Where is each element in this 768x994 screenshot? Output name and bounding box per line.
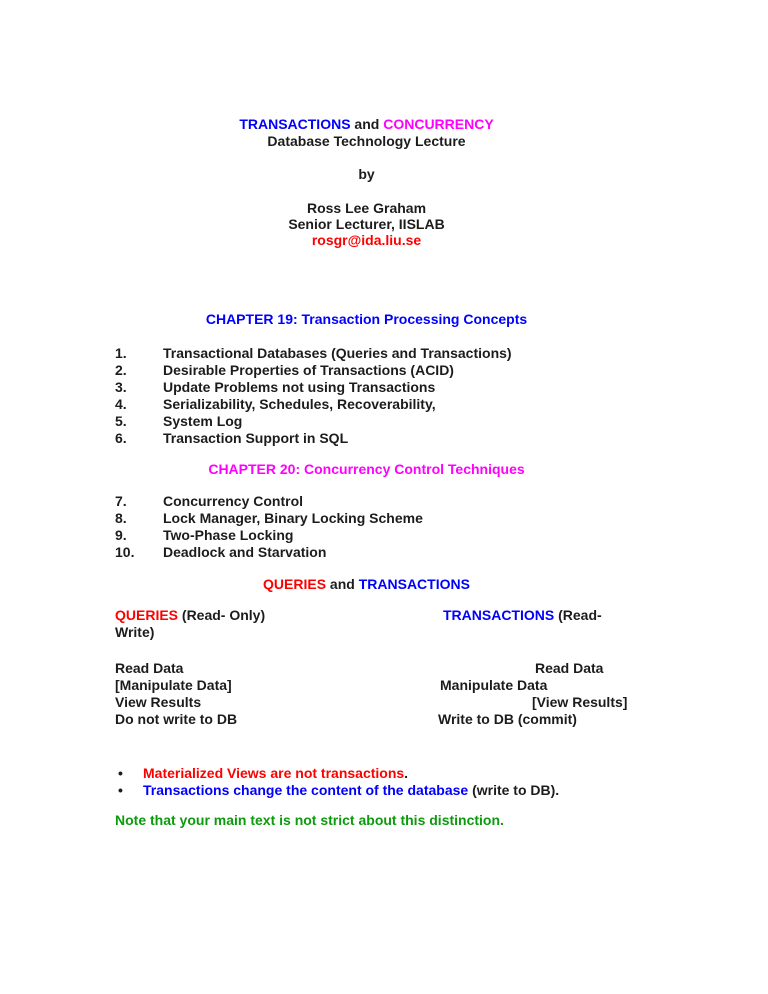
transactions-step-write: Write to DB (commit) [438,711,577,727]
list-number: 1. [115,345,127,361]
transactions-step-manipulate: Manipulate Data [440,677,548,693]
comparison-heading-and: and [326,576,359,592]
list-item [115,493,303,510]
list-text: Concurrency Control [163,493,304,509]
title-concurrency: CONCURRENCY [383,116,494,132]
bullet-text-rest: . [404,765,409,781]
list-text: Update Problems not using Transactions [163,379,436,395]
list-item [115,362,454,379]
queries-step-view: View Results [115,694,202,710]
list-text: System Log [163,413,243,429]
list-number: 7. [115,493,127,509]
list-text: Desirable Properties of Transactions (ACID) [163,362,454,378]
queries-step-read: Read Data [115,660,184,676]
bullet-icon: • [118,782,123,798]
list-number: 8. [115,510,127,526]
author-email: rosgr@ida.liu.se [311,232,422,248]
byline: by [358,166,375,182]
bullet-text-colored: Materialized Views are not transactions [143,765,405,781]
list-number: 6. [115,430,127,446]
list-text: Deadlock and Starvation [163,544,327,560]
list-text: Two-Phase Locking [163,527,294,543]
note-text: Note that your main text is not strict about this distinction. [115,812,504,828]
list-item [115,413,242,430]
list-item [115,345,512,362]
bullet-icon: • [118,765,123,781]
transactions-step-view: [View Results] [532,694,628,710]
transactions-label-rest: (Read- [554,607,602,623]
list-text: Transaction Support in SQL [163,430,349,446]
queries-column-header [115,607,265,624]
list-number: 10. [115,544,135,560]
list-number: 4. [115,396,127,412]
list-item [115,430,348,447]
comparison-heading-transactions: TRANSACTIONS [358,576,470,592]
list-number: 2. [115,362,127,378]
list-text: Lock Manager, Binary Locking Scheme [163,510,423,526]
bullet-text-rest: (write to DB). [468,782,560,798]
list-number: 9. [115,527,127,543]
queries-step-manipulate: [Manipulate Data] [115,677,232,693]
bullet-item-transactions-change [118,782,559,799]
list-item [115,379,435,396]
queries-label-rest: (Read- Only) [178,607,266,623]
bullet-text-colored: Transactions change the content of the database [143,782,469,798]
queries-label: QUERIES [115,607,179,623]
list-number: 5. [115,413,127,429]
transactions-step-read: Read Data [535,660,604,676]
list-number: 3. [115,379,127,395]
queries-step-nowrite: Do not write to DB [115,711,238,727]
transactions-label: TRANSACTIONS [443,607,555,623]
transactions-column-header [443,607,602,624]
list-item [115,527,293,544]
author-role: Senior Lecturer, IISLAB [288,216,445,232]
chapter19-heading: CHAPTER 19: Transaction Processing Concepts [205,311,528,327]
bullet-item-materialized-views [118,765,408,782]
comparison-heading-queries: QUERIES [263,576,327,592]
list-item [115,544,326,561]
list-text: Serializability, Schedules, Recoverability, [163,396,436,412]
title-transactions: TRANSACTIONS [239,116,351,132]
chapter20-heading: CHAPTER 20: Concurrency Control Techniques [208,461,525,477]
list-item [115,396,436,413]
lecture-subtitle: Database Technology Lecture [267,133,466,149]
author-name: Ross Lee Graham [306,200,427,216]
title-and: and [350,116,384,132]
list-item [115,510,423,527]
comparison-heading [115,576,618,593]
wrapped-write-line: Write) [115,624,155,640]
list-text: Transactional Databases (Queries and Transactions) [163,345,512,361]
lecture-title [115,116,618,133]
